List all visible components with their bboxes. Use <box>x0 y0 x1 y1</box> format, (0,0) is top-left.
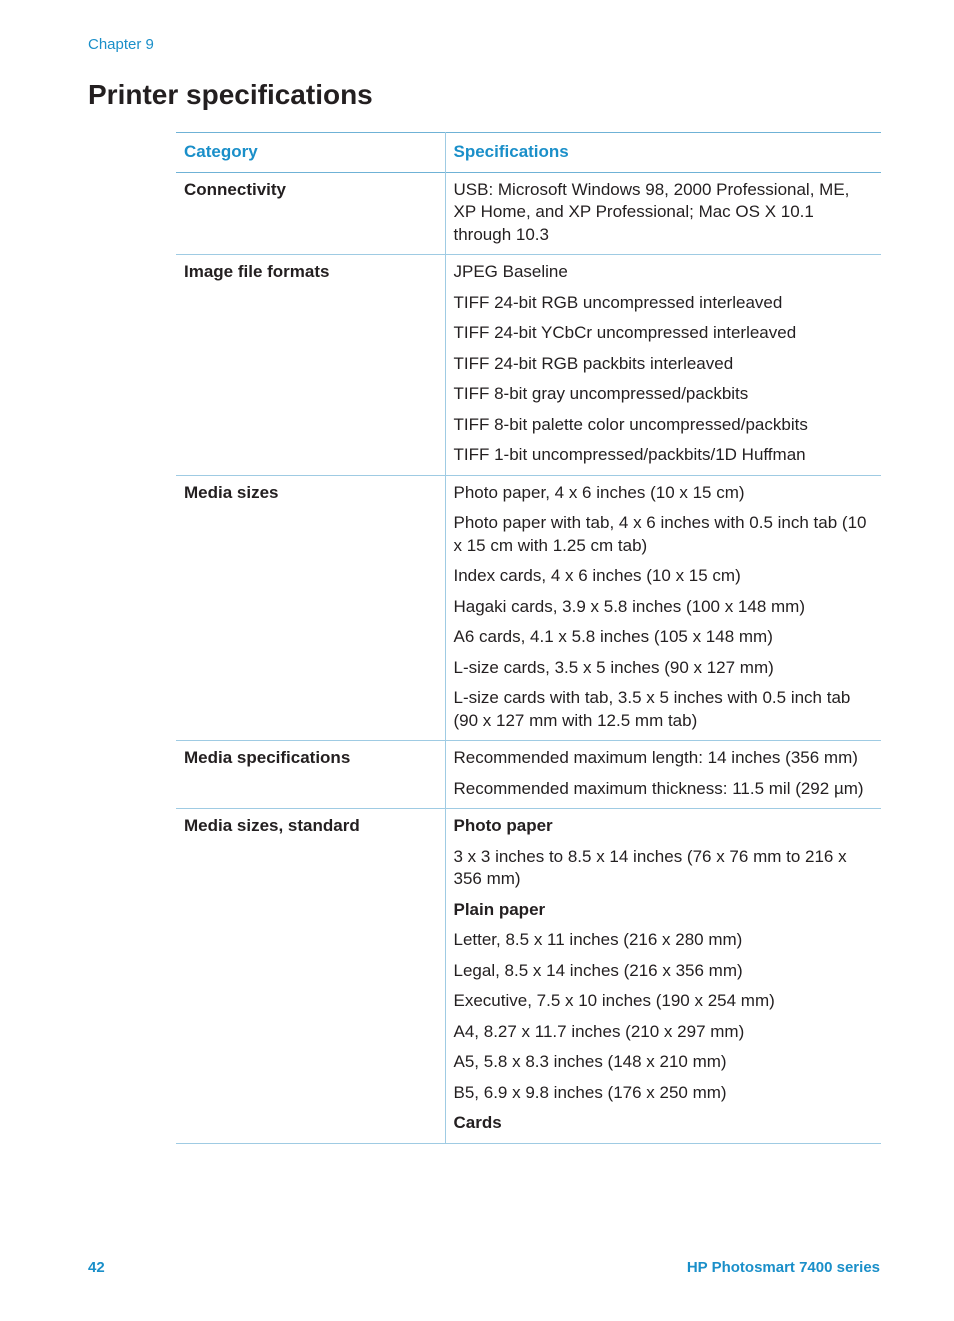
spec-item: JPEG Baseline <box>453 262 568 281</box>
spec-item: Photo paper with tab, 4 x 6 inches with 0.5 inch tab (10 x 15 cm with 1.25 cm tab) <box>453 513 867 555</box>
spec-item: L-size cards with tab, 3.5 x 5 inches with 0.5 inch tab (90 x 127 mm with 12.5 mm tab) <box>453 688 851 730</box>
spec-item: B5, 6.9 x 9.8 inches (176 x 250 mm) <box>453 1082 727 1102</box>
spec-item: Letter, 8.5 x 11 inches (216 x 280 mm) <box>453 930 743 949</box>
spec-item: Legal, 8.5 x 14 inches (216 x 356 mm) <box>453 960 743 980</box>
spec-item: TIFF 24-bit YCbCr uncompressed interleaved <box>453 323 797 342</box>
spec-item: Recommended maximum thickness: 11.5 mil (292 µm) <box>453 778 864 798</box>
spec-item: Index cards, 4 x 6 inches (10 x 15 cm) <box>453 566 741 585</box>
specifications-cell <box>445 475 881 741</box>
category-cell: Media sizes, standard <box>176 809 445 1144</box>
spec-item: Recommended maximum length: 14 inches (356 mm) <box>453 748 858 767</box>
spec-item: A6 cards, 4.1 x 5.8 inches (105 x 148 mm) <box>453 627 773 646</box>
spec-item: A5, 5.8 x 8.3 inches (148 x 210 mm) <box>453 1052 727 1071</box>
spec-item: Photo paper, 4 x 6 inches (10 x 15 cm) <box>453 482 745 502</box>
spec-item: L-size cards, 3.5 x 5 inches (90 x 127 mm) <box>453 657 774 677</box>
page-title: Printer specifications <box>88 79 373 110</box>
spec-item: TIFF 1-bit uncompressed/packbits/1D Huffman <box>453 445 806 464</box>
spec-subheading: Plain paper <box>453 899 546 919</box>
table-row <box>176 809 881 1144</box>
header-specifications: Specifications <box>453 142 569 161</box>
spec-item: USB: Microsoft Windows 98, 2000 Professional, ME, XP Home, and XP Professional; Mac OS X 10.1 through 10.3 <box>453 179 850 244</box>
table-row <box>176 475 881 741</box>
table-row <box>176 172 881 255</box>
table-header-row <box>176 133 881 173</box>
table-row <box>176 741 881 809</box>
spec-item: TIFF 8-bit palette color uncompressed/packbits <box>453 414 808 434</box>
page-number: 42 <box>88 1259 105 1276</box>
spec-item: A4, 8.27 x 11.7 inches (210 x 297 mm) <box>453 1021 745 1041</box>
specifications-cell <box>445 809 881 1144</box>
spec-item: Hagaki cards, 3.9 x 5.8 inches (100 x 148 mm) <box>453 596 805 616</box>
header-category: Category <box>176 133 445 173</box>
spec-item: TIFF 8-bit gray uncompressed/packbits <box>453 384 749 403</box>
spec-item: TIFF 24-bit RGB uncompressed interleaved <box>453 292 783 312</box>
spec-subheading: Photo paper <box>453 816 553 835</box>
category-cell: Image file formats <box>176 255 445 476</box>
table-row <box>176 255 881 476</box>
spec-item: TIFF 24-bit RGB packbits interleaved <box>453 353 734 373</box>
category-cell: Connectivity <box>176 172 445 255</box>
category-cell: Media specifications <box>176 741 445 809</box>
table-header <box>176 133 881 173</box>
specifications-cell <box>445 255 881 476</box>
product-name: HP Photosmart 7400 series <box>686 1259 880 1276</box>
spec-item: 3 x 3 inches to 8.5 x 14 inches (76 x 76 mm to 216 x 356 mm) <box>453 846 847 888</box>
specifications-cell <box>445 172 881 255</box>
category-cell: Media sizes <box>176 475 445 741</box>
spec-item: Executive, 7.5 x 10 inches (190 x 254 mm) <box>453 991 775 1010</box>
spec-subheading: Cards <box>453 1113 502 1132</box>
table-body <box>176 172 881 1143</box>
specifications-cell <box>445 741 881 809</box>
specifications-table <box>176 132 881 1144</box>
chapter-label: Chapter 9 <box>88 36 154 53</box>
